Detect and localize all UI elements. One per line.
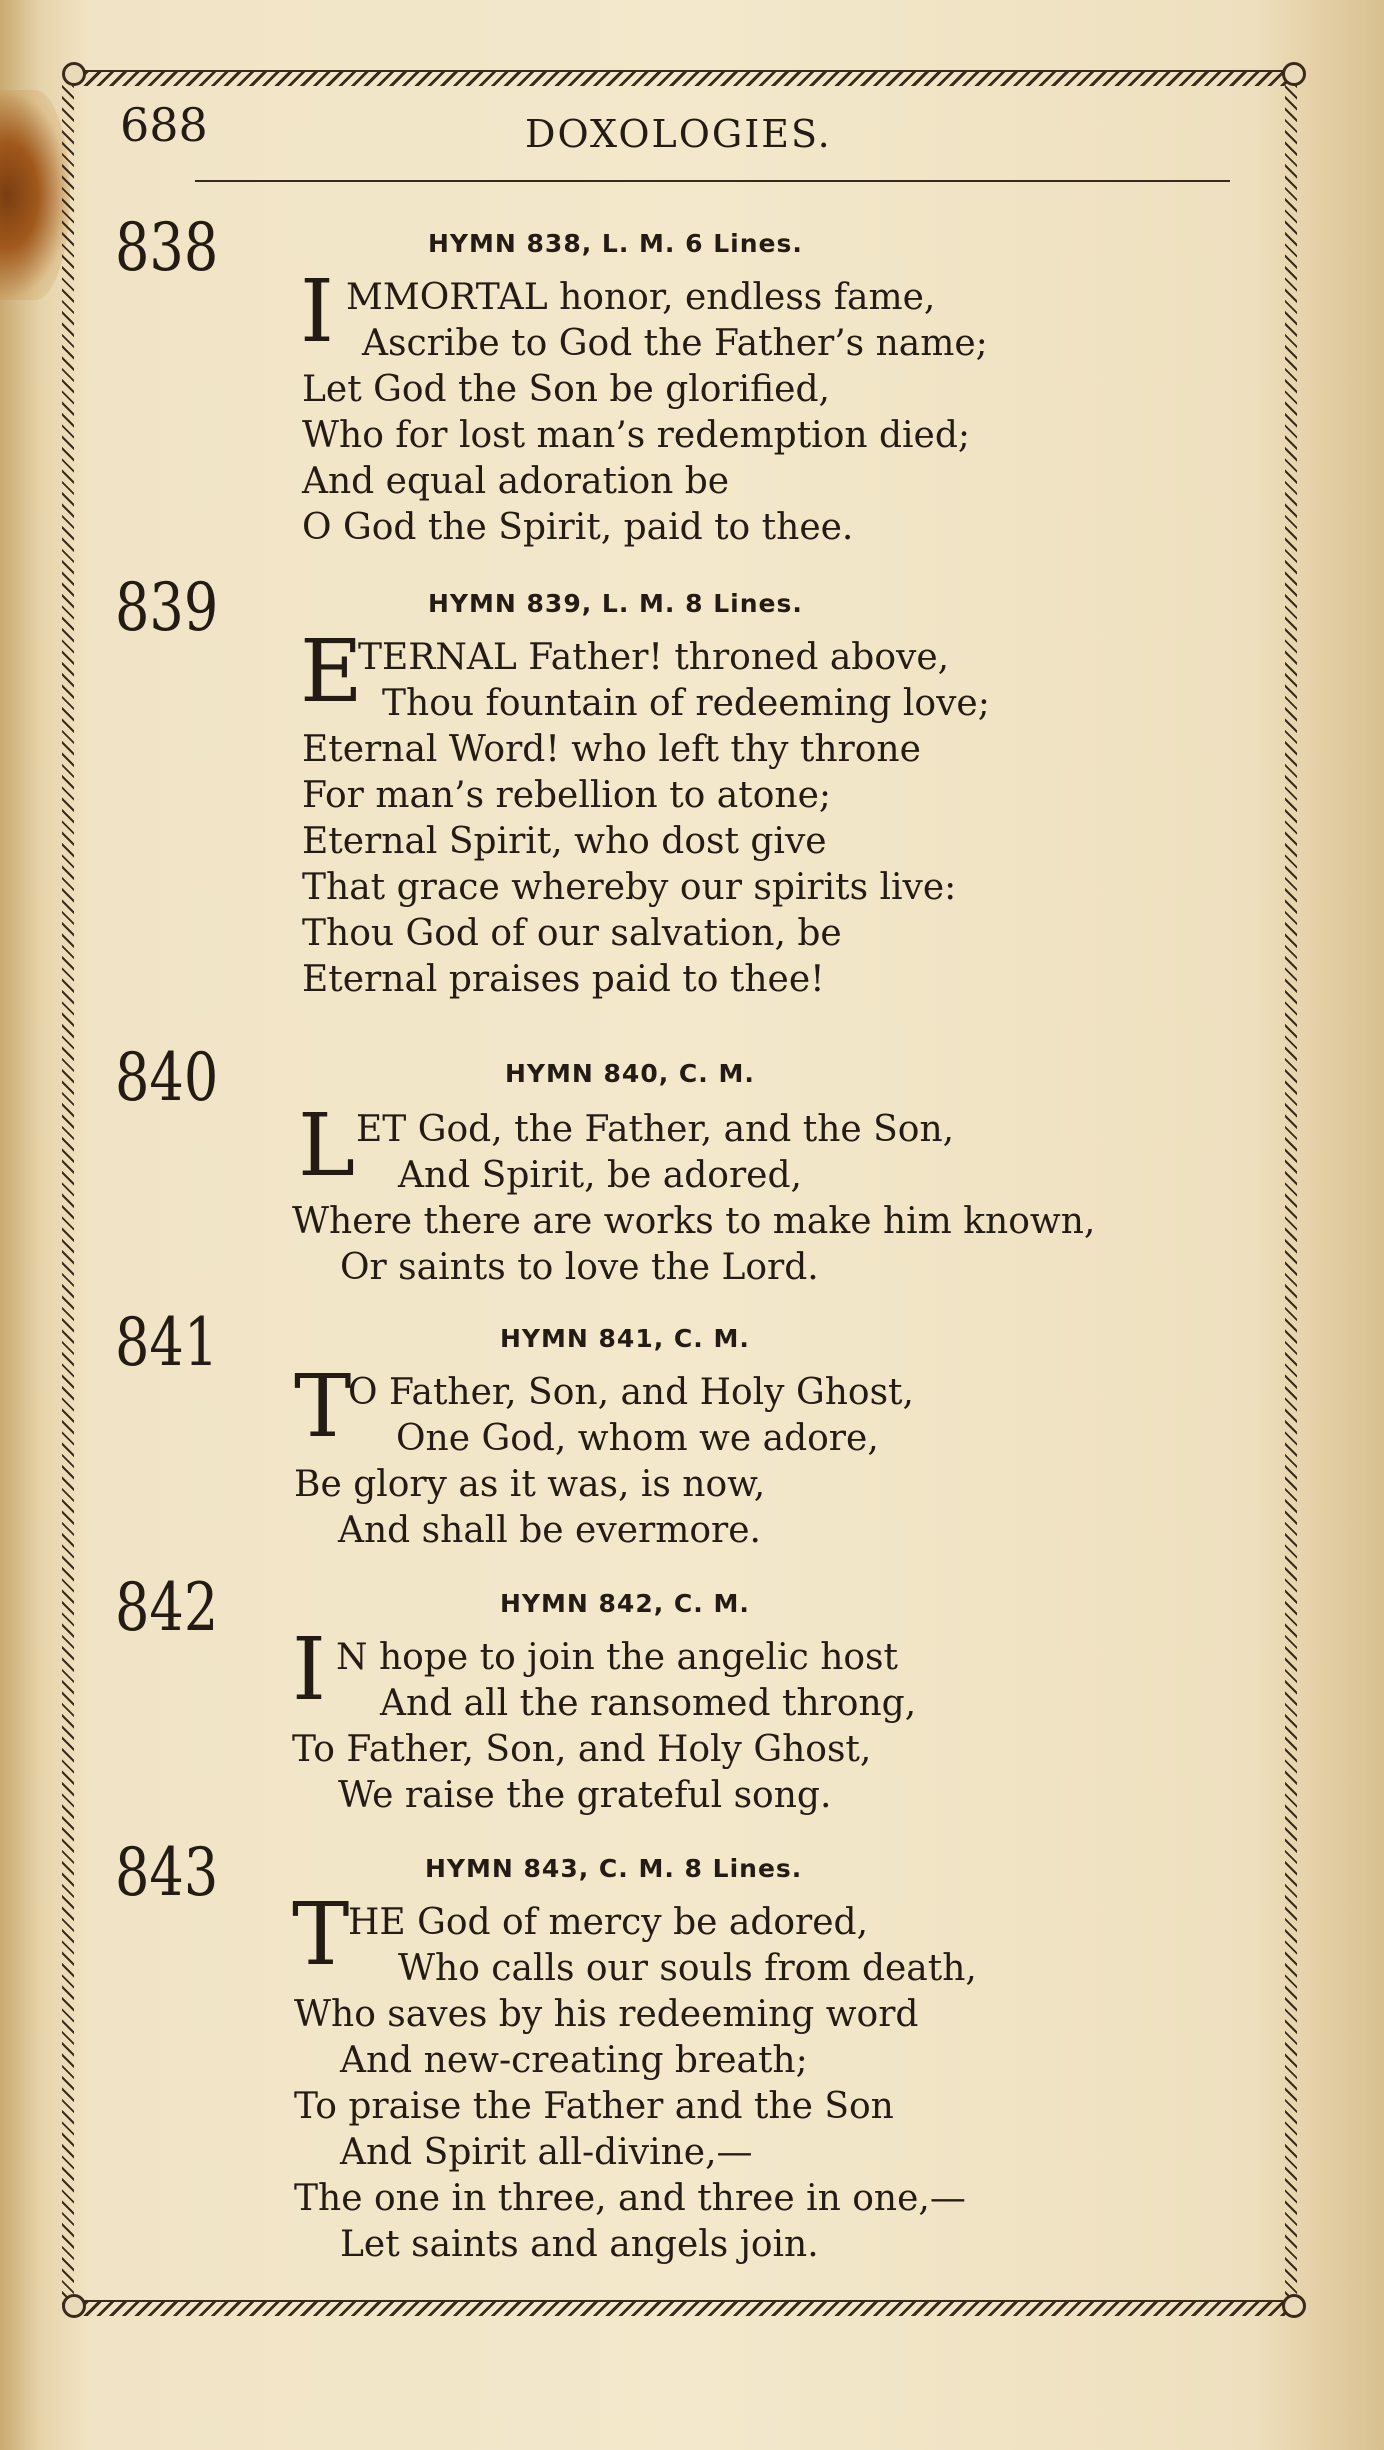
drop-cap: T <box>292 1885 350 1985</box>
hymn-number: 842 <box>115 1569 219 1646</box>
hymn-line: Let God the Son be glorified, <box>302 369 830 410</box>
border-corner-ornament <box>1282 2294 1306 2318</box>
header-rule <box>195 180 1230 182</box>
decorative-border-bottom <box>72 2300 1304 2316</box>
hymn-line: And shall be evermore. <box>338 1510 761 1551</box>
hymn-first-line: MMORTAL honor, endless fame, <box>346 277 936 318</box>
hymn-line: And Spirit, be adored, <box>398 1155 802 1196</box>
hymn-line: Thou fountain of redeeming love; <box>382 683 990 724</box>
hymn-number: 841 <box>115 1304 219 1381</box>
hymn-line: And Spirit all-divine,— <box>340 2132 753 2173</box>
hymn-line: Where there are works to make him known, <box>292 1201 1096 1242</box>
drop-cap: I <box>300 262 334 362</box>
border-corner-ornament <box>1282 62 1306 86</box>
hymn-line: Eternal Word! who left thy throne <box>302 729 921 770</box>
hymn-line: Thou God of our salvation, be <box>302 913 842 954</box>
hymn-line: And all the ransomed throng, <box>380 1683 917 1724</box>
border-corner-ornament <box>62 2294 86 2318</box>
hymn-line: Who saves by his redeeming word <box>294 1994 919 2035</box>
hymn-number: 839 <box>115 569 219 646</box>
decorative-border-left <box>62 80 74 2305</box>
border-corner-ornament <box>62 62 86 86</box>
hymn-line: Be glory as it was, is now, <box>294 1464 766 1505</box>
hymn-heading: HYMN 842, C. M. <box>500 1589 750 1618</box>
drop-cap: I <box>292 1620 326 1720</box>
hymn-heading: HYMN 843, C. M. 8 Lines. <box>425 1854 803 1883</box>
hymn-line: And new-creating breath; <box>340 2040 808 2081</box>
hymn-line: That grace whereby our spirits live: <box>302 867 957 908</box>
hymn-line: O God the Spirit, paid to thee. <box>302 507 854 548</box>
page-stain <box>0 90 70 300</box>
hymn-line: To praise the Father and the Son <box>294 2086 894 2127</box>
drop-cap: T <box>294 1357 352 1457</box>
hymn-line: One God, whom we adore, <box>396 1418 879 1459</box>
drop-cap: L <box>298 1096 356 1196</box>
hymn-line: Who calls our souls from death, <box>398 1948 977 1989</box>
hymn-line: Eternal praises paid to thee! <box>302 959 825 1000</box>
hymn-line: Who for lost man’s redemption died; <box>302 415 971 456</box>
hymn-line: We raise the grateful song. <box>338 1775 832 1816</box>
hymn-first-line: TERNAL Father! throned above, <box>358 637 950 678</box>
drop-cap: E <box>300 622 363 722</box>
hymn-first-line: HE God of mercy be adored, <box>348 1902 869 1943</box>
hymn-first-line: O Father, Son, and Holy Ghost, <box>348 1372 914 1413</box>
hymn-line: Ascribe to God the Father’s name; <box>362 323 988 364</box>
hymn-first-line: ET God, the Father, and the Son, <box>356 1109 955 1150</box>
decorative-border-right <box>1285 80 1297 2305</box>
hymn-number: 843 <box>115 1834 219 1911</box>
page-number: 688 <box>120 98 208 152</box>
hymn-line: To Father, Son, and Holy Ghost, <box>292 1729 872 1770</box>
decorative-border-top <box>72 70 1304 86</box>
hymn-line: For man’s rebellion to atone; <box>302 775 831 816</box>
hymn-line: And equal adoration be <box>302 461 730 502</box>
hymn-line: Let saints and angels join. <box>340 2224 819 2265</box>
hymn-number: 838 <box>115 209 219 286</box>
hymn-heading: HYMN 841, C. M. <box>500 1324 750 1353</box>
hymn-line: The one in three, and three in one,— <box>294 2178 966 2219</box>
hymn-heading: HYMN 839, L. M. 8 Lines. <box>428 589 803 618</box>
hymn-line: Eternal Spirit, who dost give <box>302 821 827 862</box>
hymn-number: 840 <box>115 1039 219 1116</box>
hymn-heading: HYMN 840, C. M. <box>505 1059 755 1088</box>
page-title: DOXOLOGIES. <box>525 112 832 156</box>
hymn-first-line: N hope to join the angelic host <box>336 1637 898 1678</box>
hymn-line: Or saints to love the Lord. <box>340 1247 819 1288</box>
hymn-heading: HYMN 838, L. M. 6 Lines. <box>428 229 803 258</box>
